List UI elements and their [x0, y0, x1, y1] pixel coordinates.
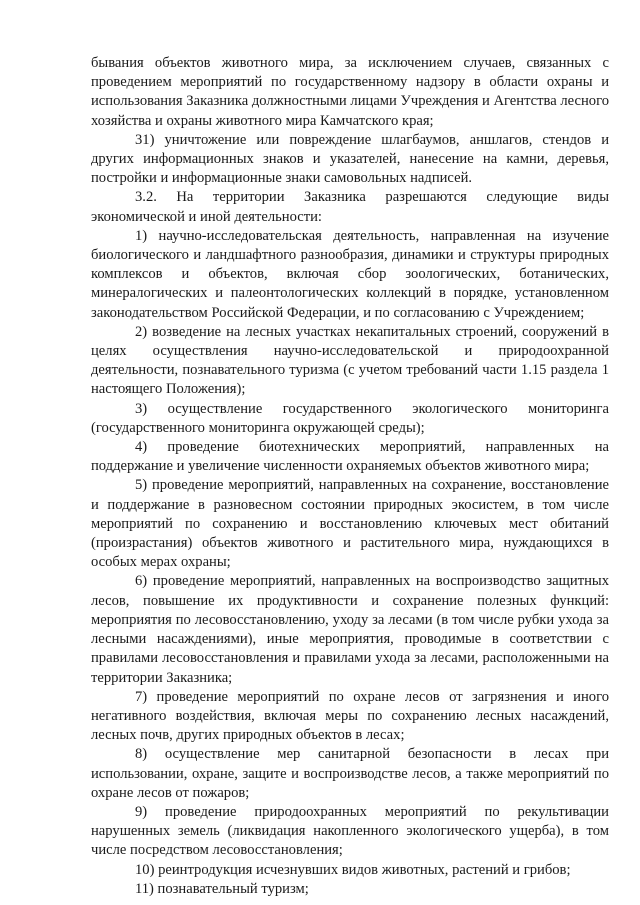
paragraph-item-9: 9) проведение природоохранных мероприятий по рекультивации нарушенных земель (ликвидация накопленного экологического ущерба), в том числе посредством лесовосстановления; — [91, 803, 609, 859]
paragraph-item-31: 31) уничтожение или повреждение шлагбаумов, аншлагов, стендов и других информационных знаков и указателей, нанесение на камни, деревья, постройки и информационные знаки самовольных надписей. — [91, 131, 609, 187]
document-page — [91, 54, 609, 899]
paragraph-item-11: 11) познавательный туризм; — [135, 880, 309, 897]
paragraph-item-8: 8) осуществление мер санитарной безопасности в лесах при использовании, охране, защите и воспроизводстве лесов, а также мероприятий по охране лесов от пожаров; — [91, 746, 609, 801]
paragraph-item-10: 10) реинтродукция исчезнувших видов животных, растений и грибов; — [135, 861, 571, 878]
paragraph-item-7: 7) проведение мероприятий по охране лесов от загрязнения и иного негативного воздействия, включая меры по сохранению лесных насаждений, лесных почв, других природных объектов в лесах; — [91, 688, 609, 744]
paragraph-item-3: 3) осуществление государственного экологического мониторинга (государственного мониторинга окружающей среды); — [91, 400, 609, 436]
paragraph-item-5: 5) проведение мероприятий, направленных на сохранение, восстановление и поддержание в разновесном состоянии природных экосистем, в том числе мероприятий по сохранению и восстановлению ключевых мест обитаний (произрастания) объектов животного и растительного мира, нуждающихся в особых мерах охраны; — [91, 477, 609, 571]
paragraph-section-3-2: 3.2. На территории Заказника разрешаются следующие виды экономической и иной деятельности: — [91, 189, 609, 225]
paragraph-item-4: 4) проведение биотехнических мероприятий, направленных на поддержание и увеличение численности охраняемых объектов животного мира; — [91, 439, 609, 475]
paragraph-item-1: 1) научно-исследовательская деятельность, направленная на изучение биологического и ландшафтного разнообразия, динамики и структуры природных комплексов и объектов, включая сбор зоологических, ботанических, минералогических и палеонтологических коллекций в порядке, установленном законодательством Российской Федерации, и по согласованию с Учреждением; — [91, 227, 609, 321]
paragraph-item-6: 6) проведение мероприятий, направленных на воспроизводство защитных лесов, повышение их продуктивности и сохранение полезных функций: мероприятия по лесовосстановлению, уходу за лесами (в том числе рубки ухода за лесными насаждениями), иные мероприятия, проводимые в соответствии с правилами лесовосстановления и правилами ухода за лесами, расположенными на территории Заказника; — [91, 573, 609, 686]
paragraph-item-2: 2) возведение на лесных участках некапитальных строений, сооружений в целях осуществления научно-исследовательской и природоохранной деятельности, познавательного туризма (с учетом требований части 1.15 раздела 1 настоящего Положения); — [91, 323, 609, 398]
paragraph-continuation: бывания объектов животного мира, за исключением случаев, связанных с проведением мероприятий по государственному надзору в области охраны и использования Заказника должностными лицами Учреждения и Агентства лесного хозяйства и охраны животного мира Камчатского края; — [91, 55, 609, 129]
